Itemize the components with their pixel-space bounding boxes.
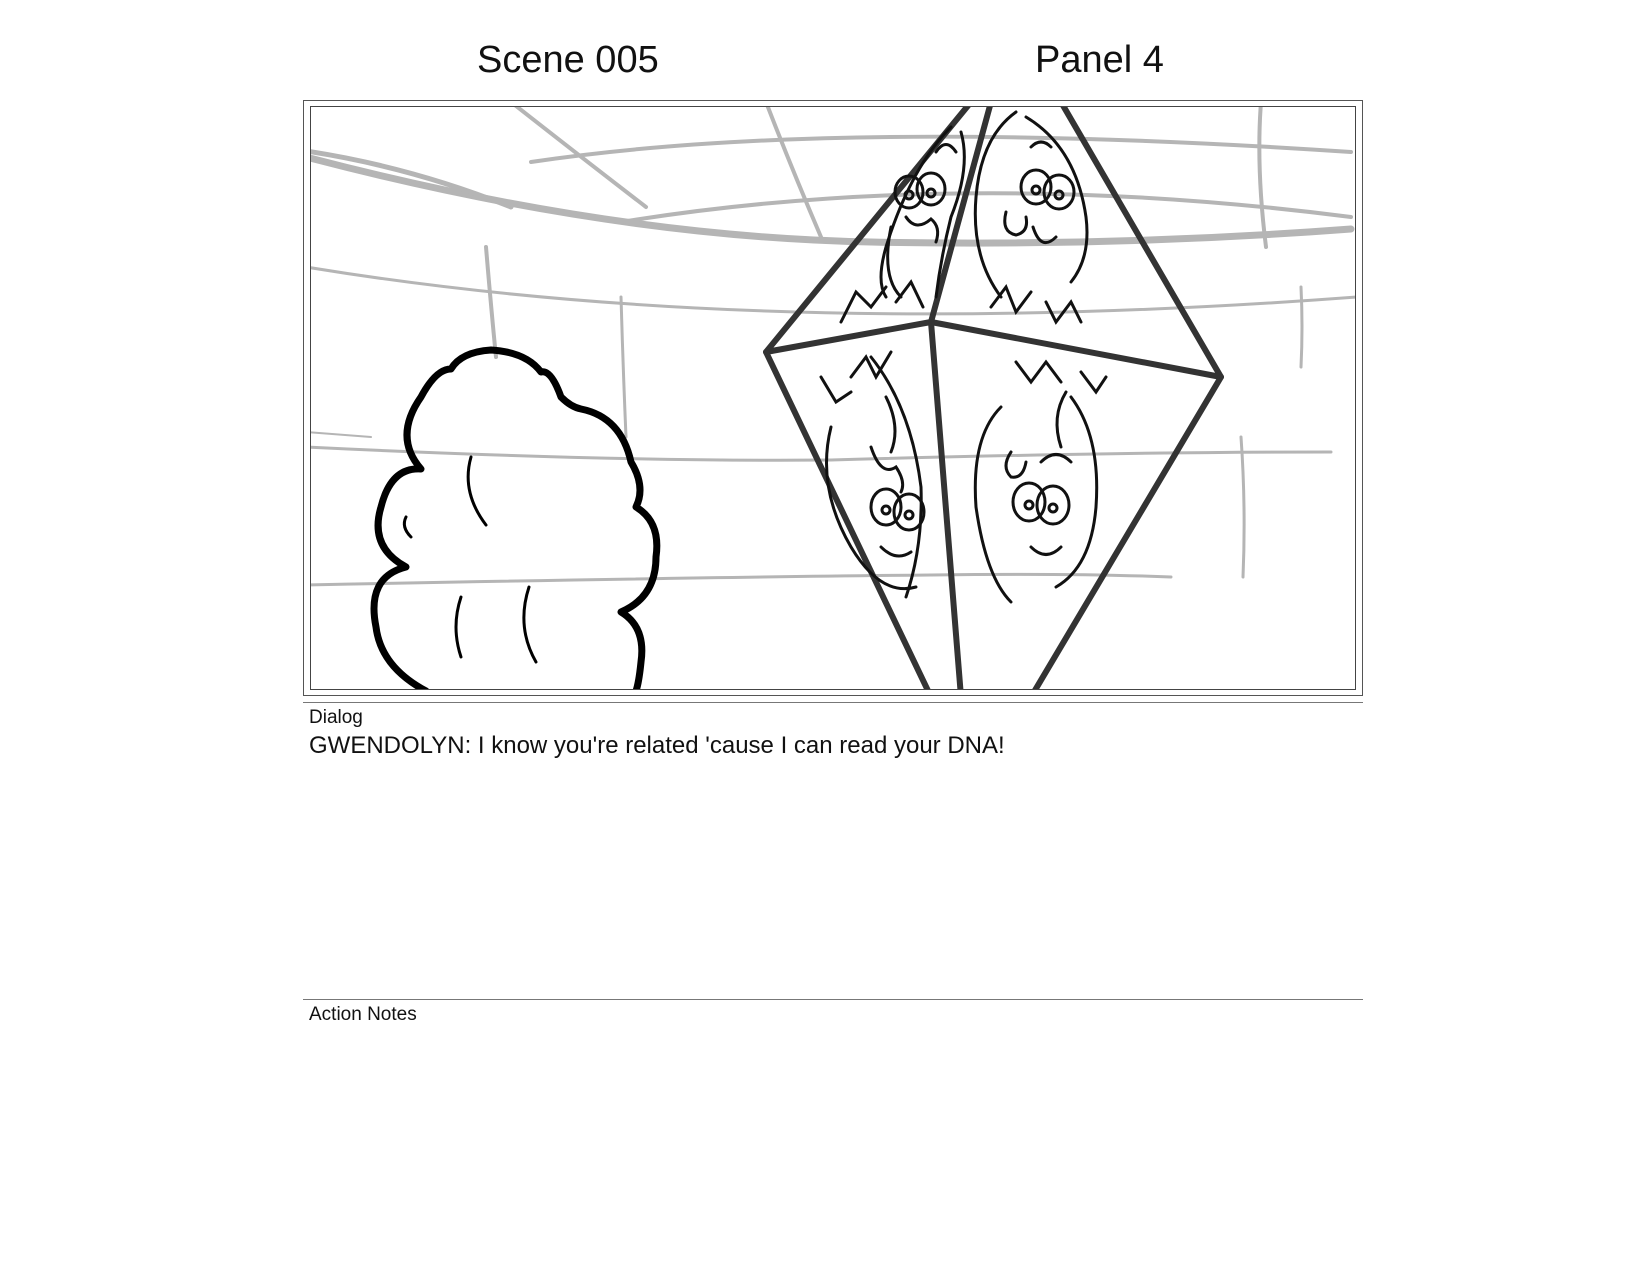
dialog-text: GWENDOLYN: I know you're related 'cause I can read your DNA! xyxy=(309,732,1005,759)
panel-number: Panel 4 xyxy=(1035,39,1164,81)
scene-number: Scene 005 xyxy=(477,39,659,81)
background-structure-lines xyxy=(311,107,1356,585)
dialog-divider xyxy=(303,702,1363,703)
cloud-shape xyxy=(374,350,657,690)
dialog-label: Dialog xyxy=(309,707,363,728)
sketch-drawing xyxy=(311,107,1356,690)
character-reflection-top-left xyxy=(841,127,964,322)
action-notes-divider xyxy=(303,999,1363,1000)
action-notes-label: Action Notes xyxy=(309,1004,417,1025)
storyboard-panel-image xyxy=(310,106,1356,690)
character-reflection-bottom-left xyxy=(821,352,924,597)
character-reflection-top-right xyxy=(975,112,1087,322)
character-reflection-bottom-right xyxy=(975,362,1106,602)
